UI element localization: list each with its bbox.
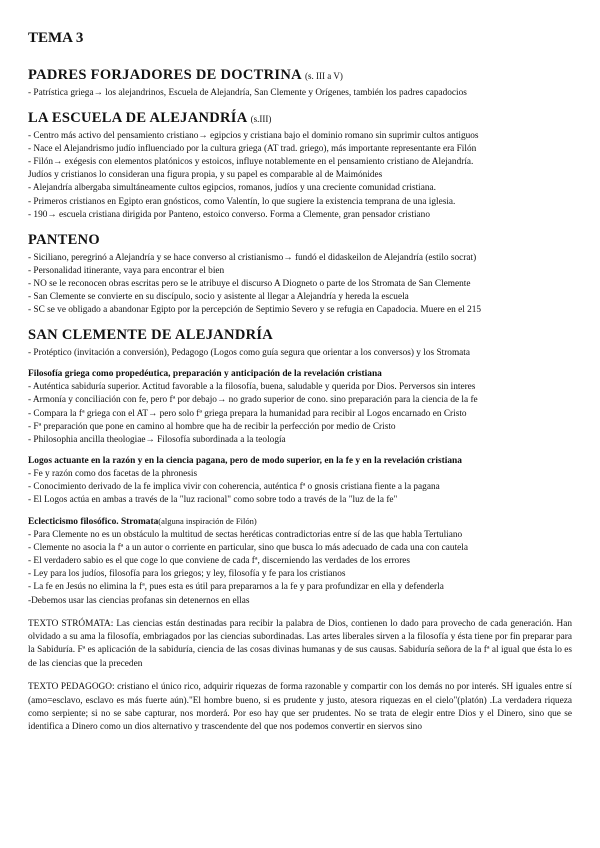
logos-line: - Conocimiento derivado de la fe implica vivir con coherencia, auténtica fª o gnosis cristiana fiente a la pagana	[28, 481, 440, 492]
section-escuela	[28, 110, 572, 222]
filosofia-line: - Armonía y conciliación con fe, pero fª por debajo→ no grado superior de cono. sino preparación para la ciencia de la fe	[28, 395, 478, 406]
panteno-line: - San Clemente se convierte en su discípulo, socio y asistente al llegar a Alejandría y hereda la escuela	[28, 292, 409, 303]
padres-line: - Patrística griega→ los alejandrinos, Escuela de Alejandría, San Clemente y Orígenes, también los padres capadocios	[28, 88, 467, 98]
filosofia-heading: Filosofía griega como propedéutica, preparación y anticipación de la revelación cristiana	[28, 369, 382, 380]
logos-line: - Fe y razón como dos facetas de la phronesis	[28, 468, 198, 479]
eclecticismo-line: -Debemos usar las ciencias profanas sin detenernos en ellas	[28, 595, 250, 606]
eclecticismo-line: - Clemente no asocia la fª a un autor o corriente en particular, sino que busca lo más adecuado de cada una con cautela	[28, 543, 468, 554]
escuela-line: - Filón→ exégesis con elementos platónicos y estoicos, influye notablemente en el pensamiento cristiano de Alejandría.	[28, 157, 474, 168]
eclecticismo-heading: Eclecticismo filosófico. Stromata(alguna inspiración de Filón)	[28, 516, 257, 528]
panteno-line: - NO se le reconocen obras escritas pero se le atribuye el discurso A Diogneto o parte de los Stromata de San Clemente	[28, 278, 471, 289]
texto-stromata-paragraph: TEXTO STRÓMATA: Las ciencias están destinadas para recibir la palabra de Dios, contienen lo dado para provecho de cada generación. Han olvidado a su ama la filosofía, embriagados por las ciencias subordinadas. Las artes liberales sirven a la filosofía y ésta tiene por fin preparar para la Sabiduría. Fª es aplicación de la sabiduría, ciencia de las cosas divinas humanas y de sus causas. Sabiduría señora de la fª al igual que ésta lo es de las ciencias que la preceden	[28, 618, 572, 669]
clemente-title: SAN CLEMENTE DE ALEJANDRÍA	[28, 327, 274, 344]
escuela-line: - Centro más activo del pensamiento cristiano→ egipcios y cristiana bajo el dominio romano sin suprimir cultos antiguos	[28, 131, 479, 142]
eclecticismo-note: (alguna inspiración de Filón)	[158, 516, 257, 527]
texto-pedagogo-paragraph: TEXTO PEDAGOGO: cristiano el único rico, adquirir riquezas de forma razonable y compartir con los demás no por interés. SH iguales entre sí (amo=esclavo, esclavo es más fuerte aún)."El hombre bueno, si es prudente y justo, atesora riquezas en el cielo"(platón) .La verdadera riqueza como serpiente; si no se sabe capturar, nos morderá. Por eso hay que ser prudentes. No se trata de elegir entre Dios y el Dinero, sino que se identifica a Dinero como un dios alternativo y trascendente del que nos podemos convertir en siervos sino	[28, 682, 572, 733]
escuela-line: - Primeros cristianos en Egipto eran gnósticos, como Valentín, lo que sugiere la existencia temprana de una iglesia.	[28, 196, 456, 207]
logos-heading: Logos actuante en la razón y en la ciencia pagana, pero de modo superior, en la fe y en la revelación cristiana	[28, 455, 462, 466]
padres-title: PADRES FORJADORES DE DOCTRINA (s. III a V)	[28, 67, 343, 83]
escuela-line: - 190→ escuela cristiana dirigida por Panteno, estoico converso. Forma a Clemente, gran pensador cristiano	[28, 209, 430, 220]
filosofia-line: - Fª preparación que pone en camino al hombre que ha de recibir la perfección por medio de Cristo	[28, 421, 396, 432]
escuela-line: Judíos y cristianos lo consideran una figura propia, y su papel es comparable al de Maimónides	[28, 170, 383, 181]
section-panteno	[28, 232, 572, 317]
panteno-line: - Siciliano, peregrinó a Alejandría y se hace converso al cristianismo→ fundó el didaskeilon de Alejandría (estilo socrat)	[28, 252, 477, 263]
escuela-line: - Alejandría albergaba simultáneamente cultos egipcios, romanos, judíos y una creciente comunidad cristiana.	[28, 183, 436, 194]
section-clemente	[28, 327, 572, 735]
filosofia-line: - Auténtica sabiduría superior. Actitud favorable a la filosofía, buena, saludable y querida por Dios. Perversos sin interes	[28, 382, 476, 393]
panteno-title: PANTENO	[28, 231, 100, 248]
escuela-era: (s.III)	[250, 114, 272, 125]
filosofia-line: - Compara la fª griega con el AT→ pero solo fª griega prepara la humanidad para recibir al Logos encarnado en Cristo	[28, 408, 467, 419]
logos-line: - El Logos actúa en ambas a través de la "luz racional" como sobre todo a través de la "luz de la fe"	[28, 494, 398, 505]
escuela-line: - Nace el Alejandrismo judío influenciado por la cultura griega (AT trad. griego), más importante representante era Filón	[28, 144, 477, 155]
panteno-line: - SC se ve obligado a abandonar Egipto por la percepción de Septimio Severo y se refugia en Capadocia. Muere en el 215	[28, 305, 482, 316]
escuela-title: LA ESCUELA DE ALEJANDRÍA (s.III)	[28, 110, 272, 127]
filosofia-line: - Philosophia ancilla theologiae→ Filosofía subordinada a la teología	[28, 434, 286, 445]
eclecticismo-line: - La fe en Jesús no elimina la fª, pues esta es útil para prepararnos a la fe y para profundizar en ella y defenderla	[28, 582, 444, 593]
panteno-line: - Personalidad itinerante, vaya para encontrar el bien	[28, 265, 225, 276]
padres-era: (s. III a V)	[305, 71, 343, 81]
clemente-line: - Protéptico (invitación a conversión), Pedagogo (Logos como guía segura que orientar a los conversos) y los Stromata	[28, 348, 471, 359]
eclecticismo-line: - Ley para los judíos, filosofía para los griegos; y ley, filosofía y fe para los cristianos	[28, 569, 346, 580]
eclecticismo-line: - El verdadero sabio es el que coge lo que conviene de cada fª, discerniendo las verdades de los errores	[28, 556, 411, 567]
section-padres	[28, 67, 572, 100]
eclecticismo-line: - Para Clemente no es un obstáculo la multitud de sectas heréticas contradictorias entre sí de las que habla Tertuliano	[28, 530, 463, 541]
tema-heading: TEMA 3	[28, 30, 84, 46]
